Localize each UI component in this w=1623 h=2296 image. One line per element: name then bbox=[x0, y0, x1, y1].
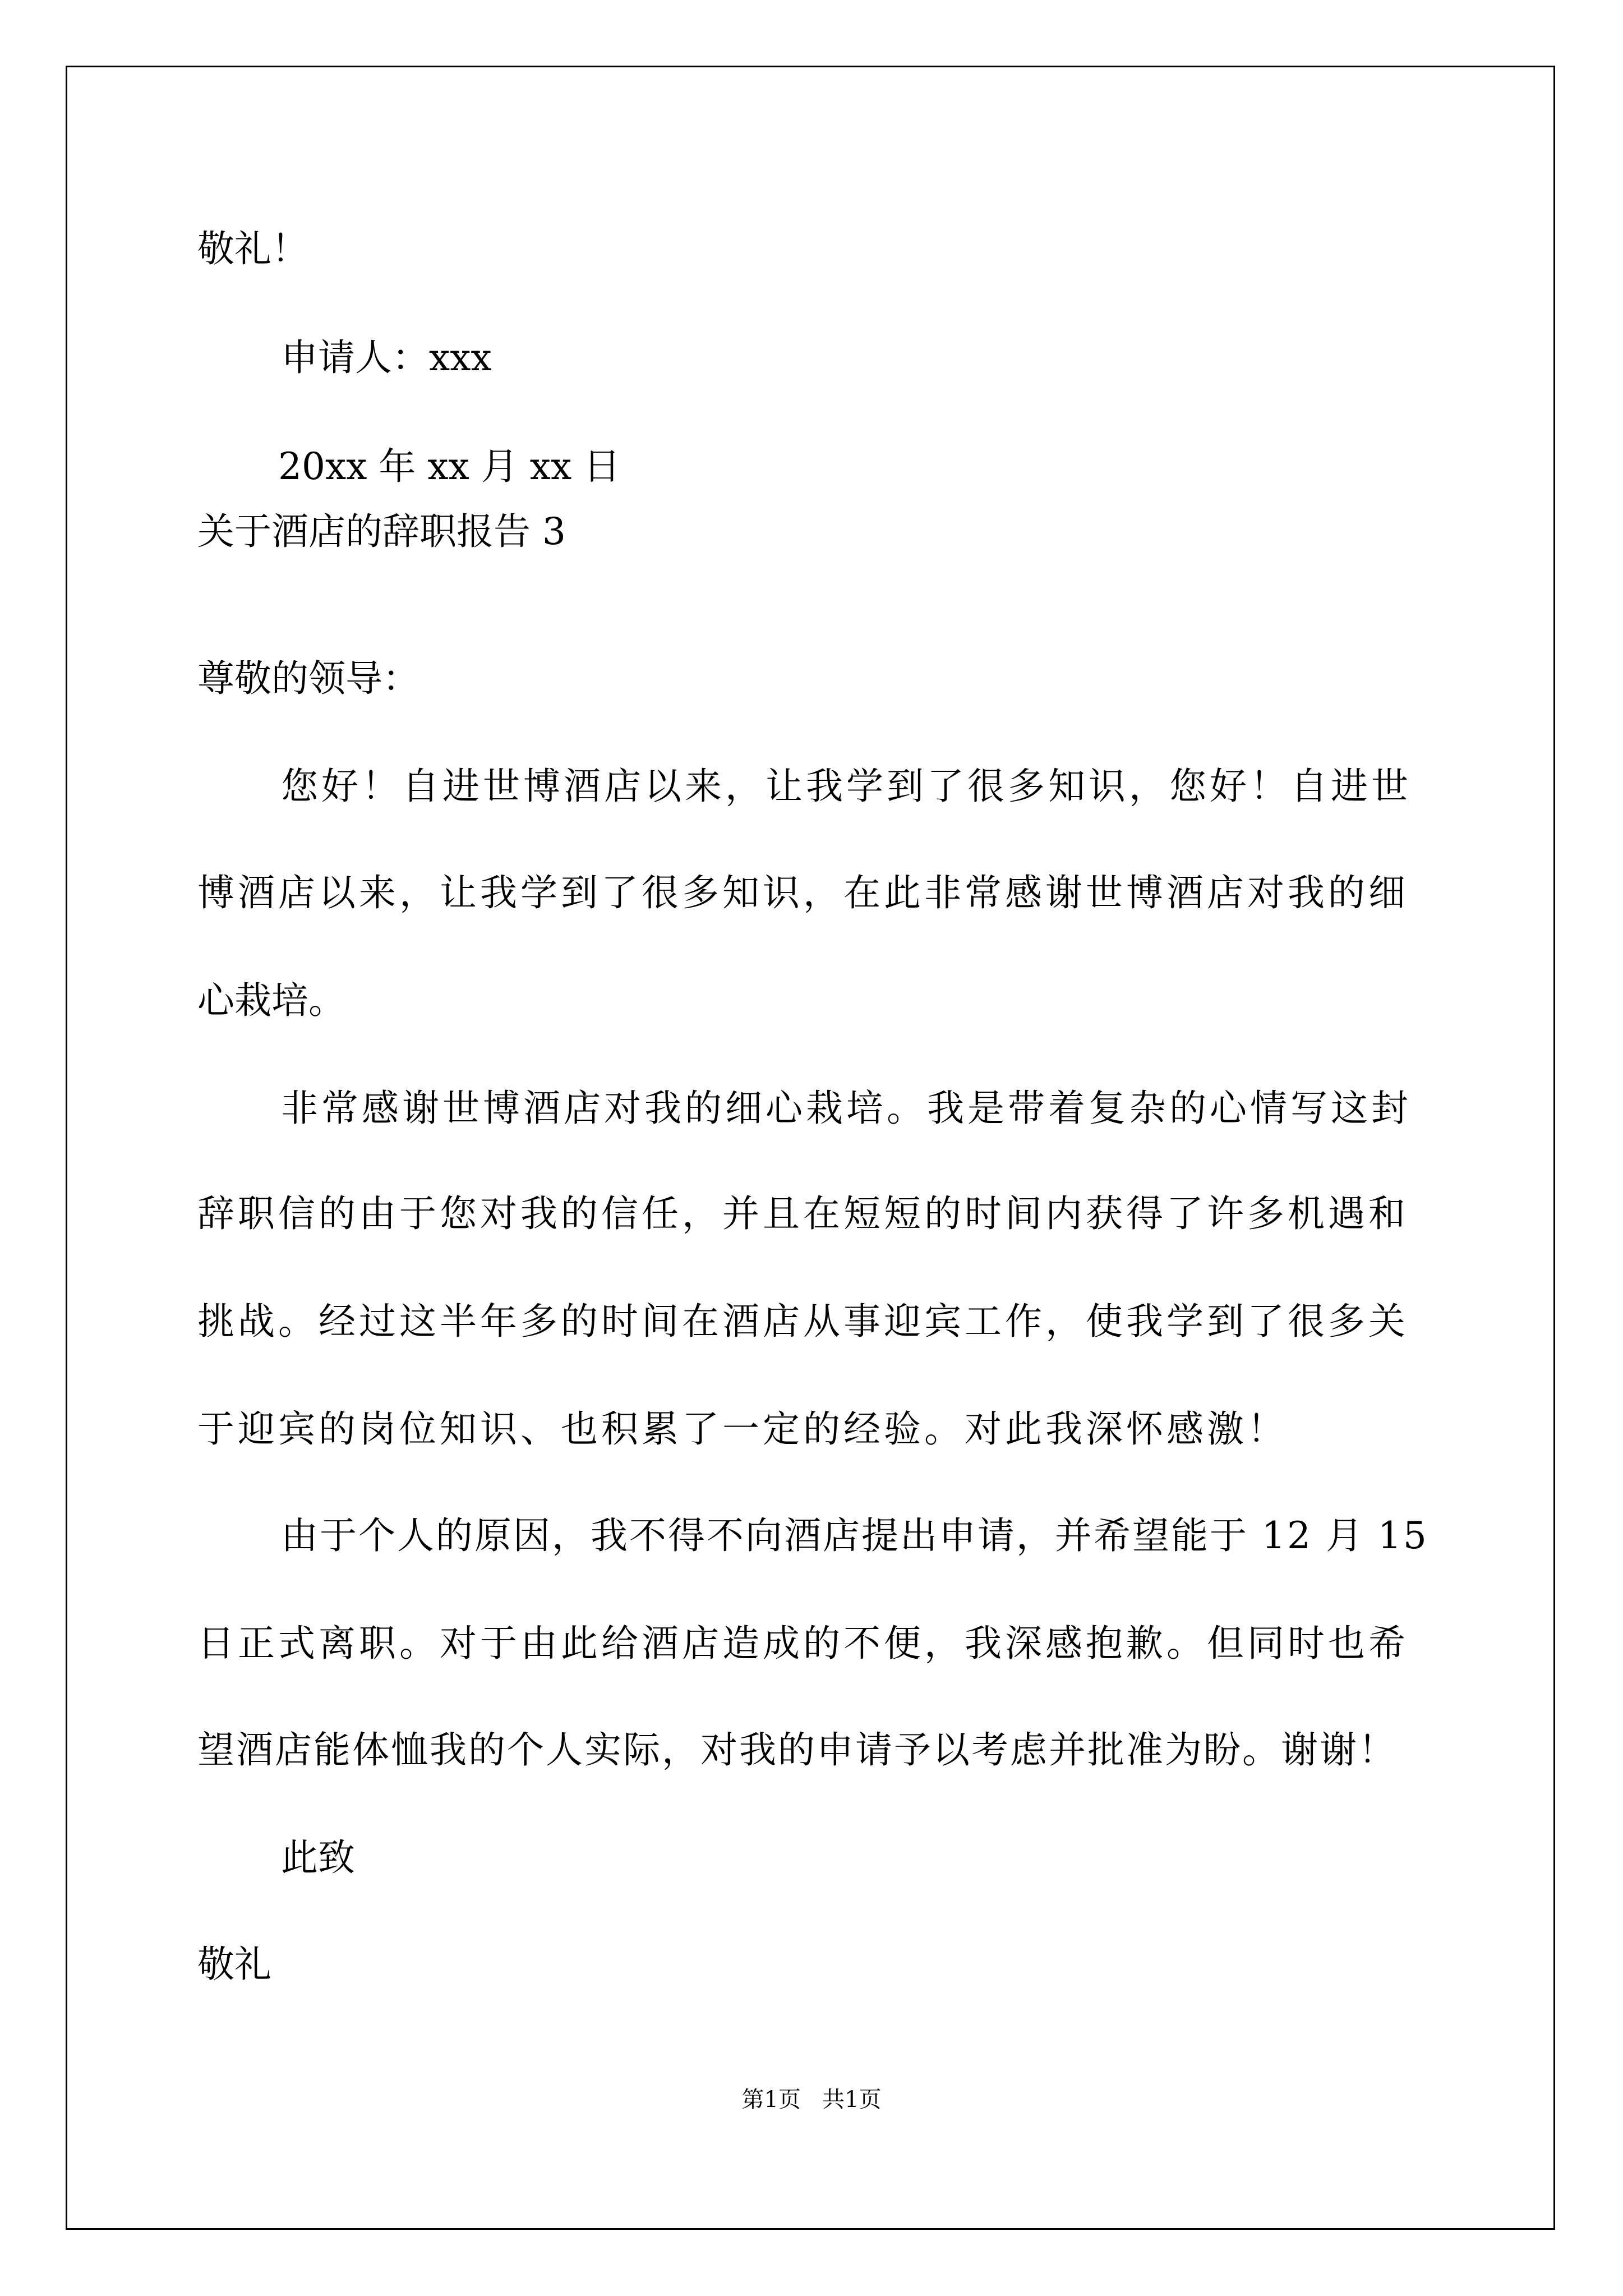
paragraph-line: 辞职信的由于您对我的信任，并且在短短的时间内获得了许多机遇和 bbox=[197, 1192, 1409, 1235]
page-border bbox=[66, 66, 1555, 2230]
paragraph-line: 您好！自进世博酒店以来，让我学到了很多知识，您好！自进世 bbox=[281, 765, 1412, 808]
paragraph-line: 由于个人的原因，我不得不向酒店提出申请，并希望能于 12 月 15 bbox=[281, 1514, 1428, 1557]
greeting-line: 尊敬的领导： bbox=[197, 657, 419, 700]
date-line: 20xx 年 xx 月 xx 日 bbox=[278, 445, 621, 488]
paragraph-line: 于迎宾的岗位知识、也积累了一定的经验。对此我深怀感激！ bbox=[197, 1407, 1288, 1451]
closing-phrase-line: 此致 bbox=[281, 1836, 355, 1879]
applicant-line: 申请人：xxx bbox=[281, 336, 492, 379]
paragraph-line: 博酒店以来，让我学到了很多知识，在此非常感谢世博酒店对我的细 bbox=[197, 871, 1409, 914]
paragraph-line: 望酒店能体恤我的个人实际，对我的申请予以考虑并批准为盼。谢谢！ bbox=[197, 1728, 1397, 1772]
section-title: 关于酒店的辞职报告 3 bbox=[197, 510, 566, 553]
paragraph-line: 挑战。经过这半年多的时间在酒店从事迎宾工作，使我学到了很多关 bbox=[197, 1300, 1409, 1343]
closing-salutation-line: 敬礼！ bbox=[197, 227, 308, 270]
paragraph-line: 日正式离职。对于由此给酒店造成的不便，我深感抱歉。但同时也希 bbox=[197, 1622, 1409, 1665]
paragraph-line: 非常感谢世博酒店对我的细心栽培。我是带着复杂的心情写这封 bbox=[281, 1087, 1412, 1130]
page-number-footer: 第1页 共1页 bbox=[741, 2087, 882, 2113]
paragraph-line: 心栽培。 bbox=[197, 979, 345, 1022]
closing-salutation-line: 敬礼 bbox=[197, 1943, 271, 1986]
